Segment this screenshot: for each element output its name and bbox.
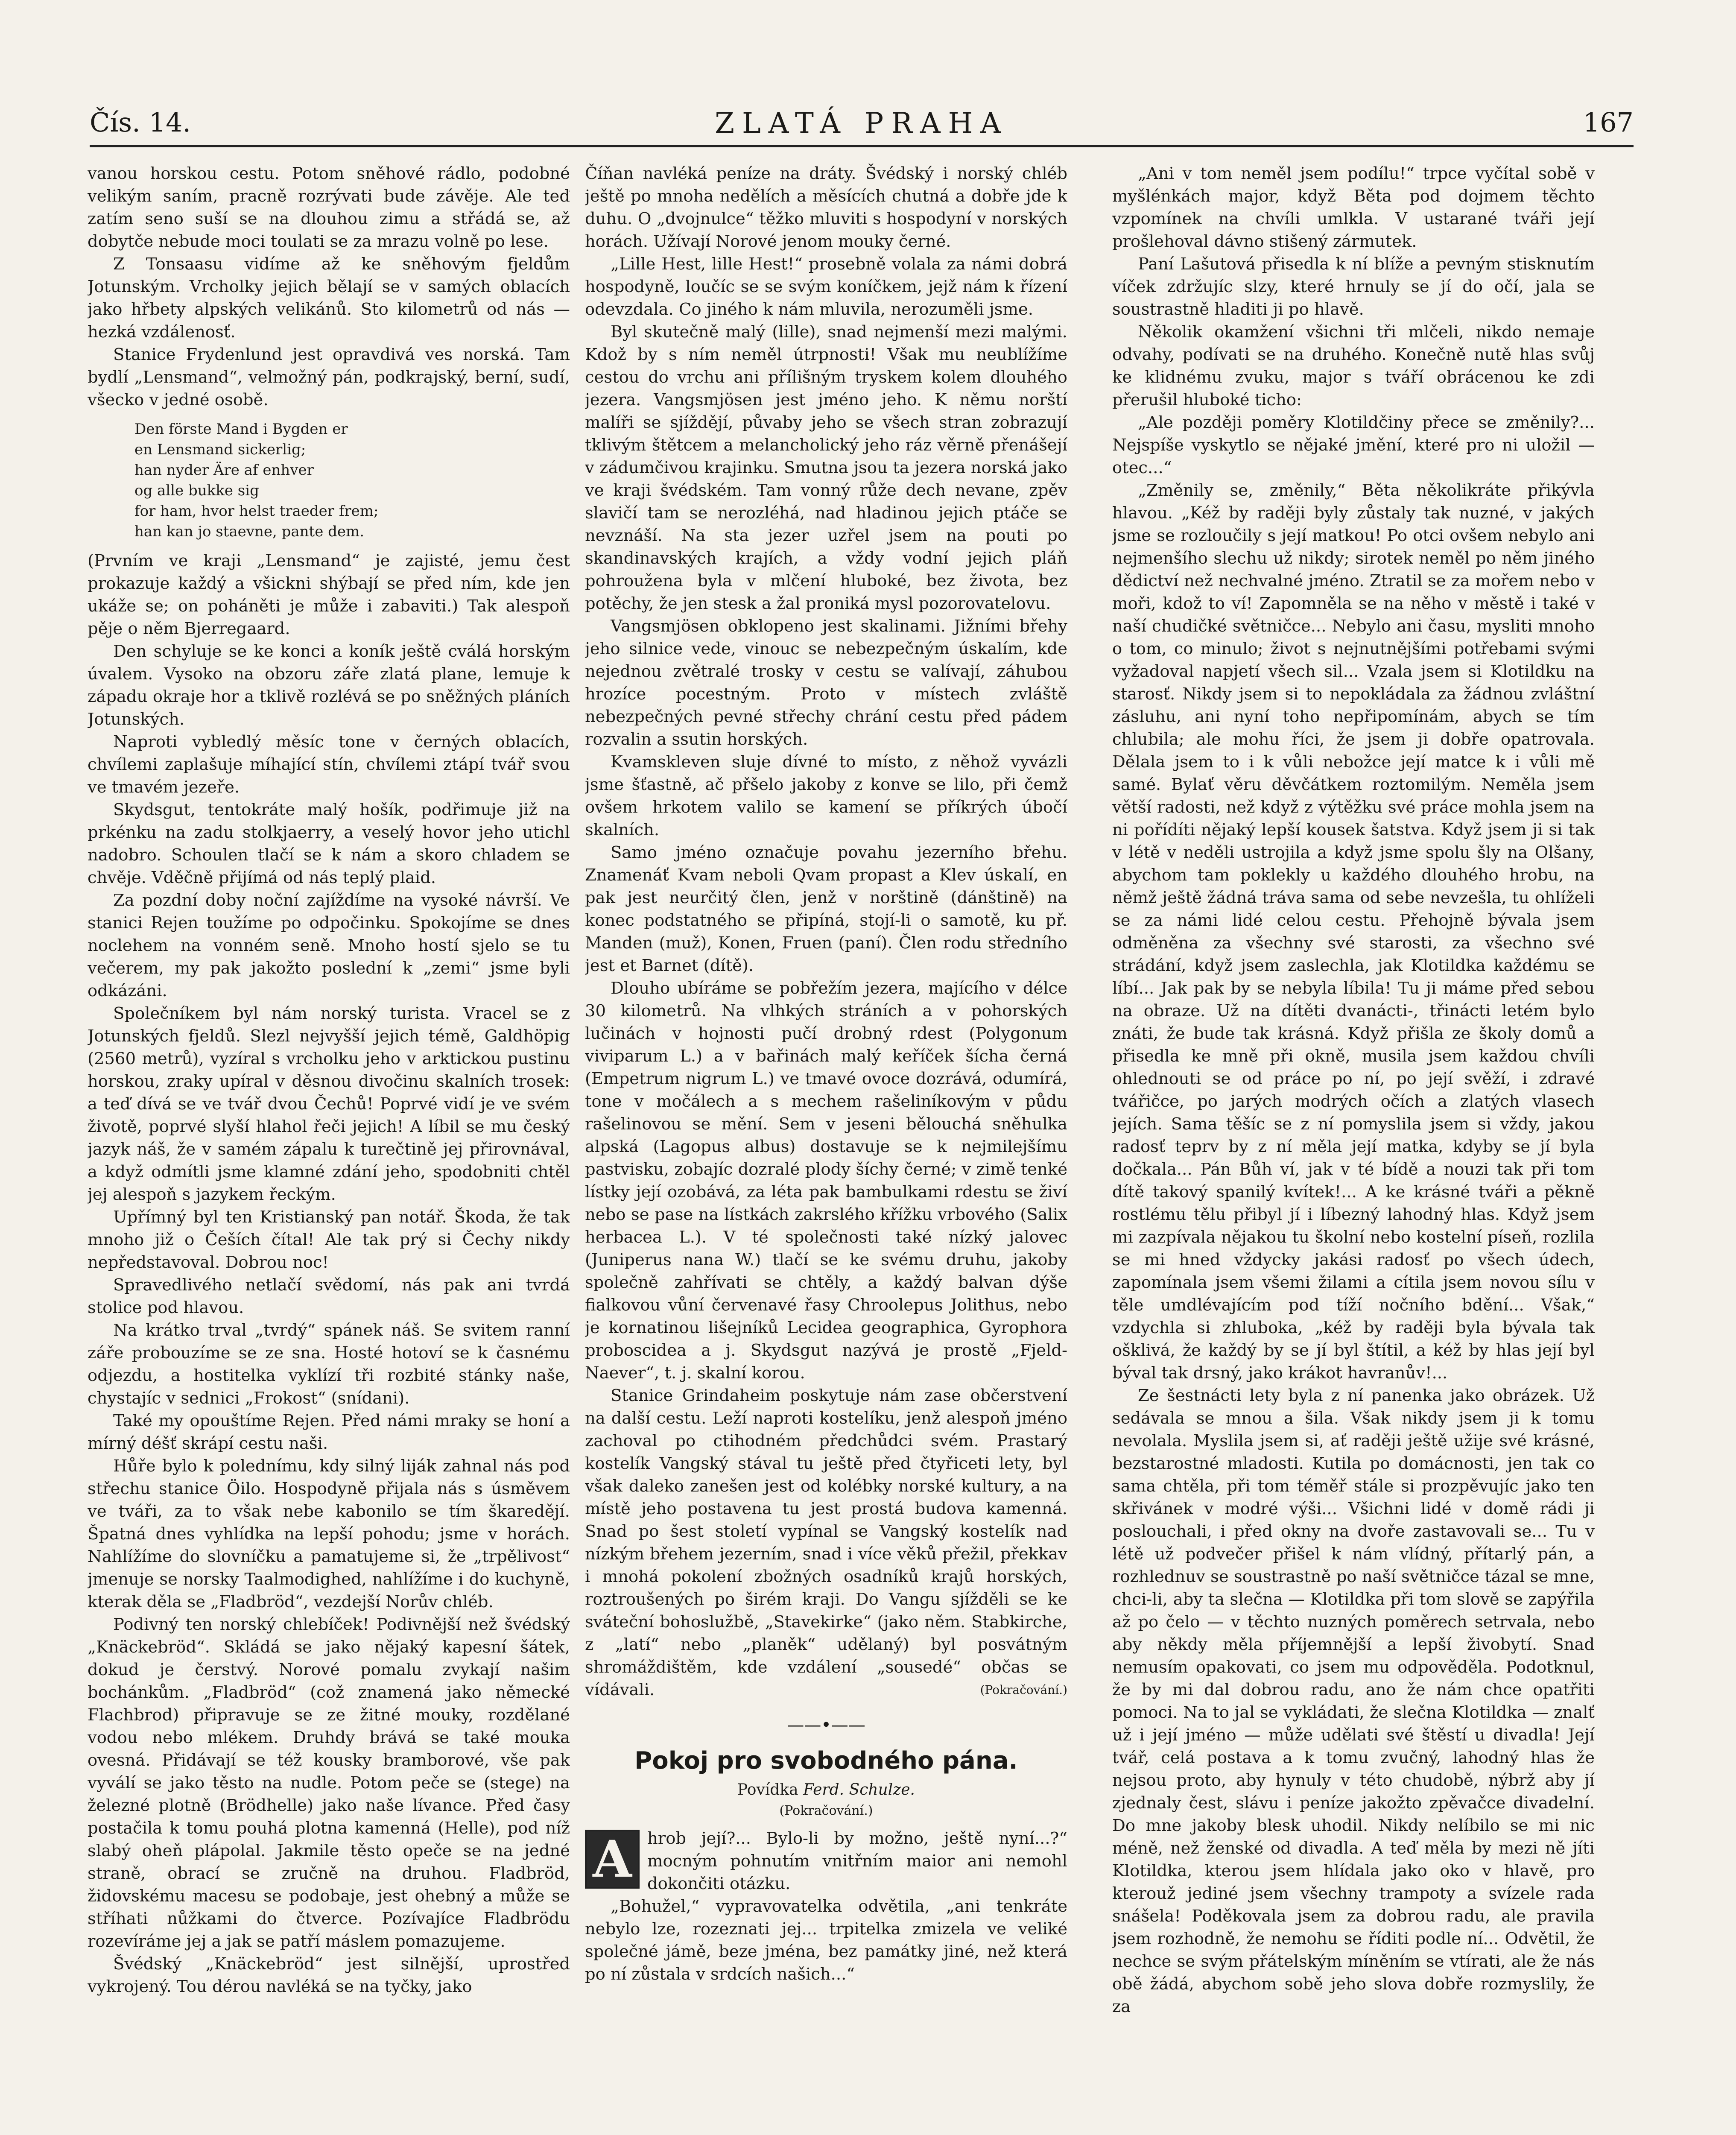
- paragraph: (Prvním ve kraji „Lensmand“ je zajisté, jemu čest prokazuje každý a všickni shýbají se před ním, kde jen ukáže se; on poháněti je může i zabaviti.) Tak alespoň pěje o něm Bjerregaard.: [88, 551, 570, 638]
- paragraph: Společníkem byl nám norský turista. Vracel se z Jotunských fjeldů. Slezl nejvyšší jejich témě, Galdhöpig (2560 metrů), vyzíral s vrcholku jeho v arktickou pustinu horskou, zraky upíral v děsnou divočinu skalních trosek: a teď dívá se ve tvář dvou Čechů! Poprvé vidí je ve svém životě, poprvé slyší hlahol řeči jejich! A líbil se mu český jazyk náš, že v samém zápalu k turečtině jej přirovnával, a když odmítli jsme klamné zdání jeho, spodobniti chtěl jej alespoň s jazykem řeckým.: [88, 1004, 570, 1204]
- paragraph: „Bohužel,“ vypravovatelka odvětila, „ani tenkráte nebylo lze, rozeznati jej... trpitelka zmizela ve veliké společné jámě, beze jména, bez památky jiné, než která po ní zůstala v srdcích našich...“: [585, 1897, 1067, 1984]
- norwegian-poem: [134, 419, 570, 542]
- paragraph: Švédský „Knäckebröd“ jest silnější, uprostřed vykrojený. Tou dérou navléká se na tyčky, jako: [88, 1954, 570, 1996]
- paragraph: Podivný ten norský chlebíček! Podivnější než švédský „Knäckebröd“. Skládá se jako nějaký kapesní šátek, dokud je čerstvý. Norové pomalu zvykají našim bochánkům. „Fladbröd“ (což znamená jako německé Flachbrod) připravuje se ze žitné mouky, rozdělané vodou nebo mlékem. Druhdy brává se také mouka ovesná. Přidávají se též kousky bramborové, vše pak vyválí se jako těsto na nudle. Potom peče se (stege) na železné plotně (Brödhelle) jako naše lívance. Před časy postačila k tomu pouhá plotna kamenná (Helle), pod níž slabý oheň plápolal. Jakmile těsto opeče se na jedné straně, obrací se zručně na druhou. Fladbröd, židovskému macesu se podobaje, jest ohebný a může se stříhati nůžkami do čtverce. Pozívajíce Fladbrödu rozevíráme jej a jak se patří máslem pomazujeme.: [88, 1615, 570, 1951]
- paragraph: Několik okamžení všichni tři mlčeli, nikdo nemaje odvahy, podívati se na druhého. Konečně nutě hlas svůj ke klidnému zvuku, major s tváří obrácenou ke zdi přerušil hluboké ticho:: [1112, 322, 1595, 409]
- poem-line: og alle bukke sig: [134, 482, 259, 499]
- paragraph: „Změnily se, změnily,“ Běta několikráte přikývla hlavou. „Kéž by raději byly zůstaly tak nuzné, v jakých jsme se rozloučily s její matkou! Po otci ovšem nebylo ani nejmenšího slechu už nikdy; sirotek neměl po něm jiného dědictví než nechvalné jméno. Ztratil se za mořem nebo v moři, kdož to ví! Zapomněla se na něho v městě i také v naší chudičké světničce... Nebylo ani času, mysliti mnoho o tom, co minulo; život s nejnutnějšími potřebami svými vyžadoval napjetí všech sil... Vzala jsem si Klotildku na starosť. Nikdy jsem si to nepokládala za žádnou zvláštní zásluhu, ani nyní toho nepřipomínám, abych se tím chlubila; ale mohu říci, že jsem ji dobře opatrovala. Dělala jsem to i k vůli nebožce její matce k i vůli mě samé. Bylať věru děvčátkem roztomilým. Neměla jsem větší radosti, než když z výtěžku své práce mohla jsem na ni pořídíti nějaký lepší kousek šatstva. Když jsem ji si tak v létě v neděli ustrojila a když jsme spolu šly na Olšany, abychom tam poklekly u každého dlouhého hrobu, na němž ještě žádná tráva sama od sebe nevzešla, tu ohlíželi se za námi lidé celou cestu. Přehojně bývala jsem odměněna za všechny své starosti, za všechno své strádání, když jsem zaslechla, jak Klotildka každému se líbí... Jak pak by se nebyla líbila! Tu ji máme před sebou na obraze. Už na dítěti dvanácti-, třinácti letém bylo znáti, že bude tak krásná. Když přišla ze školy domů a přisedla ke mně při okně, musila jsem každou chvíli ohlednouti se od práce po ní, po její svěží, i zdravé tvářičce, po jarých modrých očích a zlatých vlasech jejích. Sama těšíc se z ní pomyslila jsem si vždy, jakou radosť teprv by z ní měla její matka, kdyby se jí byla dočkala... Pán Bůh ví, jak v té bídě a nouzi tak při tom dítě takový spanilý kvítek!... A ke krásné tváři a pěkně rostlému tělu přibyl jí i líbezný lahodný hlas. Když jsem mi zazpívala nějakou tu školní nebo kostelní píseň, rozlila se mi hned vždycky jakási radosť po všech údech, zapomínala jsem všemi žilami a cítila jsem novou sílu v těle umdlévajícím pod tíží nočního bdění... Však,“ vzdychla si zhluboka, „kéž by raději byla bývala tak ošklivá, že každý by se jí byl štítil, a kéž by hlas její byl býval tak drsný, jako krákot havranův!...: [1112, 481, 1595, 1383]
- paragraph: Z Tonsaasu vidíme až ke sněhovým fjeldům Jotunským. Vrcholky jejich bělají se v samých oblacích jako hřbety alpských velikánů. Sto kilometrů od nás — hezká vzdálenosť.: [88, 254, 570, 342]
- paragraph: vanou horskou cestu. Potom sněhové rádlo, podobné velikým saním, pracně rozrývati bude závěje. Ale teď zatím seno suší se na dlouhou zimu a střádá se, až dobytče nebude moci toulati se za mrazu volně po lese.: [88, 164, 570, 251]
- continuation-note: (Pokračování.): [980, 1683, 1067, 1697]
- section-separator: ——•——: [787, 1715, 865, 1735]
- paragraph: Kvamskleven sluje dívné to místo, z něhož vyvázli jsme šťastně, ač přšelo jakoby z konve se lilo, při čemž ovšem hrkotem valilo se kamení se příkrých úbočí skalních.: [585, 752, 1067, 839]
- poem-line: en Lensmand sickerlig;: [134, 441, 306, 458]
- page-number: 167: [1583, 107, 1634, 138]
- poem-line: han kan jo staevne, pante dem.: [134, 523, 365, 540]
- paragraph: Dlouho ubíráme se pobřežím jezera, majícího v délce 30 kilometrů. Na vlhkých stráních a v pohorských lučinách v hojnosti pučí drobný rdest (Polygonum viviparum L.) a v bařinách malý keříček šícha černá (Empetrum nigrum L.) ve tmavé ovoce dozrává, odumírá, tone v močálech a s mechem rašeliníkovým v půdu rašelinovou se mění. Sem v jeseni bělouchá sněhulka alpská (Lagopus albus) dostavuje se k nejmilejšímu pastvisku, zobajíc dozralé plody šíchy černé; v zimě tenké lístky její ozobává, za léta pak bambulkami rdestu se živí nebo se pase na lístkách zakrslého křížku vrbového (Salix herbacea L.). V té společnosti také nízký jalovec (Juniperus nana W.) tlačí se ke svému druhu, jakoby společně zahřívati se chtěly, a každý balvan dýše fialkovou vůní červenavé řasy Chroolepus Jolithus, nebo je kornatinou lišejníků Lecidea geographica, Gyrophora proboscidea a j. Skydsgut nazývá je prostě „Fjeld-Naever“, t. j. skalní korou.: [585, 979, 1067, 1383]
- paragraph: Skydsgut, tentokráte malý hošík, podřimuje již na prkénku na zadu stolkjaerry, a veselý hovor jeho utichl nadobro. Schoulen tlačí se k nám a skoro chladem se chvěje. Vděčně přijímá od nás teplý plaid.: [88, 800, 570, 887]
- paragraph: Číňan navléká peníze na dráty. Švédský i norský chléb ještě po mnoha nedělích a měsících chutná a dobře jde k duhu. O „dvojnulce“ těžko mluviti s hospodyní v norských horách. Užívají Norové jenom mouky černé.: [585, 164, 1067, 251]
- issue-number: Čís. 14.: [90, 107, 191, 138]
- paragraph: hrob její?... Bylo-li by možno, ještě nyní...?“ mocným pohnutím vnitřním maior ani nemohl dokončiti otázku.: [647, 1829, 1067, 1893]
- paragraph: Naproti vybledlý měsíc tone v černých oblacích, chvílemi zaplašuje míhající stín, chvílemi ztápí tvář svou ve tmavém jezeře.: [88, 732, 570, 797]
- paragraph: Spravedlivého netlačí svědomí, nás pak ani tvrdá stolice pod hlavou.: [88, 1275, 570, 1317]
- column-1: [88, 162, 570, 2135]
- story-subtitle-prefix: Povídka: [737, 1781, 798, 1799]
- paragraph: „Lille Hest, lille Hest!“ prosebně volala za námi dobrá hospodyně, loučíc se se svým koníčkem, jejž nám k řízení odevzdala. Co jiného k nám mluvila, nerozuměli jsme.: [585, 254, 1067, 319]
- paragraph: Ze šestnácti lety byla z ní panenka jako obrázek. Už sedávala se mnou a šila. Však nikdy jsem ji k tomu nevolala. Myslila jsem si, ať raději ještě užije své krásné, bezstarostné mladosti. Kutila po domácnosti, jen tak co sama chtěla, při tom téměř stále si prozpěvujíc jako ten skřivánek v modré výši... Všichni lidé v domě rádi ji poslouchali, i před okny na dvoře zastavovali se... Tu v létě už podvečer přišel k nám vlídný, přítarlý pán, a rozhlednuv se soustrastně po naší světničce tázal se mne, chci-li, aby ta slečna — Klotildka při tom slově se zapýřila až po čelo — v těchto nuzných poměrech setrvala, nebo aby někdy měla příjemnější a lepší živobytí. Snad nemusím opakovati, co jsem mu odpověděla. Podotknul, že by mi dal dobrou radu, ano že nám chce opatřiti pomoci. Na to jal se vykládati, že slečna Klotildka — znalť už i její jméno — může udělati své štěstí u divadla! Její tvář, celá postava a k tomu zvučný, lahodný hlas že nejsou proto, aby hynuly v této chudobě, nýbrž aby jí zjednaly čest, slávu i peníze jakožto zpěvačce divadelní. Do mne jakoby blesk uhodil. Nikdy nelíbilo se mi nic méně, než ženské od divadla. A teď měla by mezi ně jíti Klotildka, kterou jsem hlídala jako oko v hlavě, pro kterouž jediné jsem všechny trampoty a svízele rada snášela! Poděkovala jsem za dobrou radu, ale pravila jsem rozhodně, že nemohu se říditi podle ní... Odvětil, že nechce se svým přátelským míněním se vtírati, ale že nás obě žádá, abychom sobě jeho slova dobře rozmyslily, že za: [1112, 1386, 1595, 2016]
- story-author: Ferd. Schulze.: [803, 1781, 915, 1799]
- paragraph: Den schyluje se ke konci a koník ještě cválá horským úvalem. Vysoko na obzoru záře zlatá plane, lemuje k západu okraje hor a tklivě rozlévá se po sněžných pláních Jotunských.: [88, 642, 570, 729]
- paragraph: Hůře bylo k polednímu, kdy silný liják zahnal nás pod střechu stanice Öilo. Hospodyně přijala nás s úsměvem ve tváři, za to však nebe kabonilo se tím škaredějí. Špatná dnes vyhlídka na lepší pohodu; jsme v horách. Nahlížíme do slovníčku a pamatujeme si, že „trpělivost“ jmenuje se norsky Taalmodighed, nahlížíme i do kuchyně, kterak děla se „Fladbröd“, vezdejší Norův chléb.: [88, 1456, 570, 1611]
- paragraph: [585, 1384, 1067, 1701]
- story-title: Pokoj pro svobodného pána.: [634, 1747, 1018, 1775]
- poem-line: Den förste Mand i Bygden er: [134, 421, 348, 438]
- drop-cap-initial: A: [585, 1830, 640, 1889]
- paragraph: „Ani v tom neměl jsem podílu!“ trpce vyčítal sobě v myšlénkách major, když Běta pod dojmem těchto vzpomínek na chvíli umlkla. V ustarané tváři její prošlehoval dávno stišený zármutek.: [1112, 164, 1595, 251]
- paragraph: Také my opouštíme Rejen. Před námi mraky se honí a mírný déšť skrápí cestu naši.: [88, 1411, 570, 1453]
- paragraph-text: Stanice Grindaheim poskytuje nám zase občerstvení na další cestu. Leží naproti kostelíku, jenž alespoň jméno zachoval po ctihodném předchůdci svém. Prastarý kostelík Vangský stával tu ještě před čtyřiceti lety, byl však daleko zanešen jest od kolébky norské kultury, a na místě jeho postavena tu jest prostá budova kamenná. Snad po šest století vypínal se Vangský kostelík nad nízkým břehem jezerním, snad i více věků přežil, překkav i mnohá pokolení zbožných osadníků krajů horských, roztroušených po širém kraji. Do Vangu sjížděli se ke sváteční bohoslužbě, „Stavekirke“ (jako něm. Stabkirche, z „latí“ nebo „planěk“ udělaný) byl posvátným shromáždištěm, kde vzdálení „sousedé“ občas se vídávali.: [585, 1386, 1067, 1699]
- column-2: [585, 162, 1067, 2135]
- magazine-title: ZLATÁ PRAHA: [715, 107, 1008, 140]
- paragraph: Vangsmjösen obklopeno jest skalinami. Jižními břehy jeho silnice vede, vinouc se nebezpečným úskalím, kde nejednou zvětralé trosky v cestu se valívají, záhubou hrozíce pocestným. Proto v místech zvláště nebezpečných pevné střechy chrání cestu před pádem rozvalin a ssutin horských.: [585, 617, 1067, 749]
- column-3: [1112, 162, 1595, 2135]
- paragraph: Byl skutečně malý (lille), snad nejmenší mezi malými. Kdož by s ním neměl útrpnosti! Však mu neublížíme cestou do vrchu ani přílišným tryskem kolem dlouhého jezera. Vangsmjösen jest jméno jeho. K němu norští malíři se sjíždějí, půvaby jeho se všech stran zobrazují tklivým štětcem a melancholický jeho ráz věrně přenášejí v zádumčivou krajinku. Smutna jsou ta jezera norská jako ve kraji švédském. Tam vonný růže dech nevane, zpěv slavičí tam se nerozléhá, nad hladinou jejich ptáče se nevznáší. Na sta jezer uzřel jsem na pouti po skandinavských krajích, a vždy vodní jejich pláň pohroužena byla v mlčení hluboké, bez života, bez potěchy, že jen stesk a žal proniká mysl pozorovatelovu.: [585, 322, 1067, 613]
- paragraph: „Ale později poměry Klotildčiny přece se změnily?... Nejspíše vyskytlo se nějaké jmění, které pro ni uložil — otec...“: [1112, 413, 1595, 477]
- story-subtitle: [585, 1779, 1067, 1801]
- paragraph: Paní Lašutová přisedla k ní blíže a pevným stisknutím víček zdržujíc slzy, které hrnuly se jí do očí, jala se soustrastně hladiti ji po hlavě.: [1112, 254, 1595, 319]
- paragraph: Na krátko trval „tvrdý“ spánek náš. Se svitem ranní záře probouzíme se ze sna. Hosté hotoví se k časnému odjezdu, a hostitelka vyklízí tři rozbité stánky naše, chystajíc v sednici „Frokost“ (snídani).: [88, 1321, 570, 1408]
- paragraph: Stanice Frydenlund jest opravdivá ves norská. Tam bydlí „Lensmand“, velmožný pán, podkrajský, berní, sudí, všecko v jedné osobě.: [88, 345, 570, 409]
- paragraph: Samo jméno označuje povahu jezerního břehu. Znamenáť Kvam neboli Qvam propast a Klev úskalí, en pak jest neurčitý člen, jenž v norštině (dánštině) na konec podstatného se připíná, stojí-li o samotě, ku př. Manden (muž), Konen, Fruen (paní). Člen rodu středního jest et Barnet (dítě).: [585, 843, 1067, 975]
- paragraph: Za pozdní doby noční zajíždíme na vysoké návrší. Ve stanici Rejen toužíme po odpočinku. Spokojíme se dnes noclehem na vonném seně. Mnoho hostí sjelo se tu večerem, my pak jakožto poslední k „zemi“ jsme byli odkázáni.: [88, 891, 570, 1000]
- paragraph: Upřímný byl ten Kristianský pan notář. Škoda, že tak mnoho již o Češích čítal! Ale tak prý si Čechy nikdy nepředstavoval. Dobrou noc!: [88, 1208, 570, 1272]
- poem-line: han nyder Äre af enhver: [134, 462, 314, 479]
- poem-line: for ham, hvor helst traeder frem;: [134, 503, 379, 520]
- story-continuation-note: (Pokračování.): [779, 1803, 873, 1818]
- page-header: [90, 107, 1634, 147]
